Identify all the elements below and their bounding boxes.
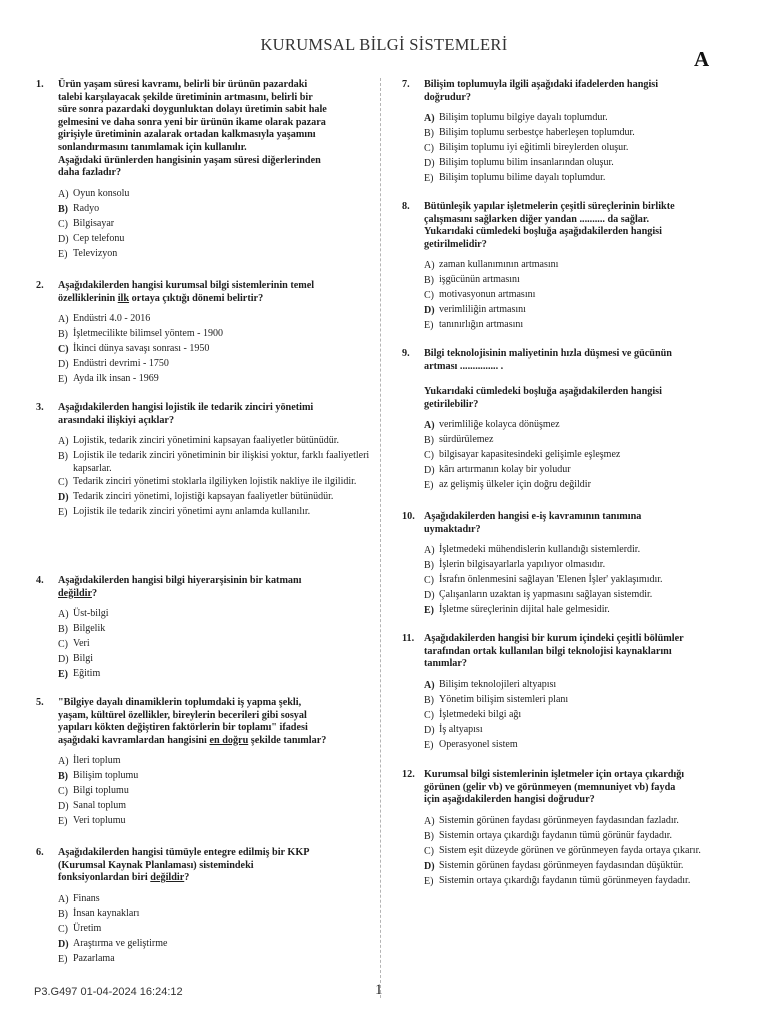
option-text: işgücünün artmasını (439, 274, 520, 286)
question-stem (424, 79, 736, 104)
question-8 (402, 201, 736, 333)
question-stem (424, 769, 736, 807)
option-d[interactable] (58, 232, 372, 247)
stem-line (58, 588, 372, 601)
option-text: Endüstri devrimi - 1750 (73, 358, 169, 370)
option-text: verimliliğin artmasını (439, 304, 526, 316)
exam-title: KURUMSAL BİLGİ SİSTEMLERİ (260, 35, 508, 54)
stem-emphasis: değildir (58, 587, 92, 599)
stem-line: Bilişim toplumuyla ilgili aşağıdaki ifadelerden hangisi (424, 79, 659, 90)
option-text: Sistem eşit düzeyde görünen ve görünmeyen fayda ortaya çıkarır. (439, 844, 701, 856)
option-e[interactable] (58, 372, 372, 387)
option-text: İşletmedeki mühendislerin kullandığı sistemlerdir. (439, 544, 641, 556)
option-letter: B) (424, 830, 434, 842)
option-d[interactable] (58, 799, 372, 814)
stem-line: Aşağıdakilerden hangisi lojistik ile tedarik zinciri yönetimi (58, 402, 314, 413)
option-letter: C) (58, 218, 68, 230)
option-text: Radyo (73, 202, 100, 214)
option-letter: C) (58, 639, 68, 651)
stem-text: ? (184, 872, 190, 884)
option-text: tanınırlığın artmasını (439, 319, 524, 331)
stem-line: Aşağıdakilerden hangisi bir kurum içindeki çeşitli bölümler (424, 633, 684, 644)
stem-text: fonksiyonlardan biri (58, 872, 151, 884)
option-a[interactable] (58, 754, 372, 769)
stem-line: gelmesini ve daha sonra yeni bir ürünün ikame olarak pazara (58, 116, 326, 128)
stem-line: girişiyle üretiminin azalarak ortadan kalkmasıyla yaşamını (58, 129, 316, 141)
stem-text: ? (91, 587, 98, 599)
option-text: Çalışanların uzaktan iş yapmasını sağlayan sistemdir. (439, 589, 653, 601)
option-letter: A) (424, 815, 435, 827)
option-a[interactable] (58, 187, 372, 202)
option-letter: B) (58, 203, 68, 215)
option-text: Televizyon (73, 247, 118, 259)
option-letter: A) (58, 188, 69, 200)
question-stem (58, 697, 372, 747)
option-text: Lojistik ile tedarik zinciri yönetimi aynı anlamda kullanılır. (73, 506, 311, 518)
option-letter: E) (58, 953, 68, 965)
option-e[interactable] (424, 603, 736, 618)
option-text: Bilişim toplumu bilim insanlarından oluşur. (439, 157, 614, 169)
option-c[interactable] (424, 844, 736, 859)
options-list (36, 434, 372, 520)
question-number: 2. (36, 280, 44, 291)
column-divider (380, 78, 381, 998)
option-letter: B) (424, 694, 434, 706)
stem-line: Aşağıdaki ürünlerden hangisinin yaşam süresi diğerlerinden (58, 154, 321, 166)
question-stem (58, 280, 372, 305)
option-e[interactable] (58, 952, 372, 967)
option-letter: E) (424, 739, 434, 751)
right-column (402, 0, 736, 1024)
option-text: verimliliğe kolayca dönüşmez (439, 419, 560, 431)
option-b[interactable] (424, 693, 736, 708)
stem-line: getirilmelidir? (424, 238, 487, 250)
option-letter: C) (58, 923, 68, 935)
stem-line: getirilebilir? (424, 398, 479, 410)
option-letter: D) (58, 801, 69, 813)
option-letter: E) (58, 669, 68, 681)
options-list (36, 892, 372, 967)
options-list (402, 258, 736, 333)
option-a[interactable] (424, 418, 736, 433)
stem-line: yapıları kökten değiştiren faktörlerin bir toplamı" ifadesi (58, 722, 308, 734)
option-letter: C) (58, 477, 68, 489)
options-list (402, 111, 736, 186)
option-e[interactable] (424, 318, 736, 333)
option-b[interactable] (58, 769, 372, 784)
option-letter: A) (424, 420, 435, 432)
option-c[interactable] (58, 342, 372, 357)
question-number: 6. (36, 847, 44, 858)
option-text: Tedarik zinciri yönetimi stoklarla ilgiliyken lojistik nakliye ile ilgilidir. (73, 476, 357, 488)
option-text: Bilişim teknolojileri altyapısı (439, 678, 557, 690)
option-letter: C) (424, 845, 434, 857)
option-text: İleri toplum (73, 755, 121, 767)
stem-line: Bilgi teknolojisinin maliyetinin hızla düşmesi ve gücünün (424, 348, 672, 359)
option-e[interactable] (424, 738, 736, 753)
question-5 (36, 697, 372, 829)
option-text: Bilgi toplumu (73, 785, 129, 797)
option-letter: D) (424, 724, 435, 736)
question-4 (36, 575, 372, 682)
option-text: Operasyonel sistem (439, 738, 518, 750)
option-d[interactable] (424, 156, 736, 171)
option-letter: D) (58, 654, 69, 666)
stem-line: tarafından ortak kullanılan bilgi teknolojisi kaynaklarını (424, 645, 672, 657)
option-letter: B) (58, 908, 68, 920)
option-text: Lojistik ile tedarik zinciri yönetiminin bir ilişkisi yoktur, farklı faaliyetleri kapsarlar. (73, 450, 370, 474)
stem-line: görünen (gelir vb) ve görünmeyen (memnuniyet vb) fayda (424, 781, 676, 793)
question-2 (36, 280, 372, 387)
option-e[interactable] (58, 505, 372, 520)
question-stem (58, 847, 372, 885)
booklet-letter: A (694, 47, 710, 71)
option-text: bilgisayar kapasitesindeki gelişimle eşleşmez (439, 449, 621, 461)
option-c[interactable] (424, 288, 736, 303)
option-d[interactable] (424, 303, 736, 318)
option-letter: B) (58, 329, 68, 341)
question-stem (58, 575, 372, 600)
stem-emphasis: ilk (117, 292, 130, 304)
option-e[interactable] (58, 667, 372, 682)
option-text: Sistemin ortaya çıkardığı faydanın tümü görünmeyen faydadır. (439, 874, 691, 886)
option-letter: A) (58, 314, 69, 326)
stem-line: daha fazladır? (58, 167, 122, 179)
stem-line: çalışmasını sağlarken diğer yandan .......... da sağlar. (424, 213, 650, 225)
option-e[interactable] (424, 478, 736, 493)
option-a[interactable] (424, 814, 736, 829)
option-text: motivasyonun artmasını (439, 289, 536, 301)
option-letter: B) (424, 435, 434, 447)
option-letter: E) (58, 816, 68, 828)
question-11 (402, 633, 736, 753)
option-b[interactable] (58, 907, 372, 922)
option-text: Bilişim toplumu iyi eğitimli bireylerden oluşur. (439, 142, 629, 154)
option-text: Üretim (73, 922, 102, 934)
stem-line (58, 293, 372, 306)
stem-line: sonlandırmasını tanımlamak için kullanılır. (58, 141, 247, 153)
left-column (36, 0, 372, 1024)
question-stem (424, 633, 736, 671)
stem-line: talebi karşılayacak şekilde üretiminin artmasını, belirli bir (58, 91, 313, 103)
option-b[interactable] (424, 433, 736, 448)
option-b[interactable] (424, 126, 736, 141)
question-12 (402, 769, 736, 889)
options-list (402, 678, 736, 753)
question-number: 9. (402, 348, 410, 359)
option-text: Üst-bilgi (73, 608, 109, 620)
option-c[interactable] (58, 637, 372, 652)
stem-line: Yukarıdaki cümledeki boşluğa aşağıdakilerden hangisi (424, 226, 662, 238)
question-number: 7. (402, 79, 410, 90)
option-text: Sistemin görünen faydası görünmeyen faydasından düşüktür. (439, 859, 684, 871)
option-c[interactable] (58, 217, 372, 232)
option-a[interactable] (58, 607, 372, 622)
stem-text: özelliklerinin (58, 292, 118, 304)
option-text: Cep telefonu (73, 232, 125, 244)
question-stem (424, 511, 736, 536)
option-text: sürdürülemez (439, 434, 494, 446)
options-list (402, 418, 736, 493)
stem-line (58, 735, 372, 748)
question-1 (36, 79, 372, 262)
option-letter: A) (58, 609, 69, 621)
options-list (36, 607, 372, 682)
option-text: İşlerin bilgisayarlarla yapılıyor olmasıdır. (439, 559, 606, 571)
option-e[interactable] (58, 247, 372, 262)
option-b[interactable] (58, 622, 372, 637)
option-text: Bilişim toplumu serbestçe haberleşen toplumdur. (439, 127, 635, 139)
stem-line: Bütünleşik yapılar işletmelerin çeşitli süreçlerinin birlikte (424, 201, 675, 212)
option-letter: E) (58, 507, 68, 519)
stem-line: süre sonra pazardaki doygunluktan dolayı üretimin sabit hale (58, 104, 327, 116)
question-stem (424, 201, 736, 251)
stem-emphasis: en doğru (209, 734, 249, 746)
option-letter: C) (58, 786, 68, 798)
stem-line: arasındaki ilişkiyi açıklar? (58, 414, 175, 426)
option-text: az gelişmiş ülkeler için doğru değildir (439, 479, 591, 491)
page-number: 1 (375, 982, 383, 998)
option-a[interactable] (424, 258, 736, 273)
question-10 (402, 511, 736, 618)
stem-emphasis: değildir (150, 872, 185, 884)
option-letter: A) (424, 260, 435, 272)
question-9 (402, 348, 736, 493)
option-letter: B) (424, 275, 434, 287)
stem-line: "Bilgiye dayalı dinamiklerin toplumdaki iş yapma şekli, (58, 697, 302, 708)
option-text: Sistemin ortaya çıkardığı faydanın tümü görünür faydadır. (439, 829, 672, 841)
option-d[interactable] (58, 652, 372, 667)
option-letter: D) (424, 158, 435, 170)
option-letter: B) (58, 624, 68, 636)
option-letter: D) (58, 233, 69, 245)
option-d[interactable] (424, 588, 736, 603)
option-letter: A) (58, 436, 69, 448)
option-letter: D) (58, 492, 69, 504)
option-a[interactable] (424, 543, 736, 558)
option-letter: A) (58, 893, 69, 905)
option-b[interactable] (424, 558, 736, 573)
option-c[interactable] (424, 708, 736, 723)
stem-line: artması ............... . (424, 360, 504, 372)
option-text: Veri toplumu (73, 815, 126, 827)
stem-line: tanımlar? (424, 658, 468, 670)
footer-print-code: P3.G497 01-04-2024 16:24:12 (34, 986, 183, 998)
option-letter: A) (424, 679, 435, 691)
question-stem (58, 79, 372, 180)
option-b[interactable] (58, 327, 372, 342)
option-e[interactable] (424, 874, 736, 889)
option-b[interactable] (58, 449, 372, 475)
stem-line: Aşağıdakilerden hangisi bilgi hiyerarşisinin bir katmanı (58, 575, 302, 586)
option-a[interactable] (58, 892, 372, 907)
option-text: Finans (73, 892, 100, 904)
question-3 (36, 402, 372, 520)
option-text: İş altyapısı (439, 723, 483, 735)
question-number: 11. (402, 633, 415, 644)
option-c[interactable] (58, 784, 372, 799)
option-letter: E) (424, 875, 434, 887)
option-d[interactable] (424, 723, 736, 738)
option-a[interactable] (58, 434, 372, 449)
question-6 (36, 847, 372, 967)
option-d[interactable] (58, 490, 372, 505)
stem-text: aşağıdaki kavramlardan hangisini (58, 734, 210, 746)
option-text: Eğitim (73, 668, 101, 680)
option-c[interactable] (58, 475, 372, 490)
option-text: Bilgisayar (73, 217, 115, 229)
option-letter: B) (424, 128, 434, 140)
option-text: zaman kullanımının artmasını (439, 259, 559, 271)
option-text: Lojistik, tedarik zinciri yönetimini kapsayan faaliyetler bütünüdür. (73, 435, 340, 447)
stem-line: Aşağıdakilerden hangisi kurumsal bilgi sistemlerinin temel (58, 280, 315, 291)
option-text: İsrafın önlenmesini sağlayan 'Elenen İşler' yaklaşımıdır. (439, 574, 663, 586)
option-letter: D) (424, 860, 435, 872)
option-e[interactable] (58, 814, 372, 829)
option-b[interactable] (58, 202, 372, 217)
option-d[interactable] (58, 357, 372, 372)
option-text: İnsan kaynakları (73, 907, 140, 919)
option-c[interactable] (58, 922, 372, 937)
stem-line: Ürün yaşam süresi kavramı, belirli bir ürünün pazardaki (58, 79, 308, 90)
option-text: Bilişim toplumu bilime dayalı toplumdur. (439, 172, 606, 184)
stem-text: şekilde tanımlar? (248, 734, 327, 746)
option-letter: E) (424, 173, 434, 185)
option-text: Oyun konsolu (73, 187, 130, 199)
option-letter: C) (424, 709, 434, 721)
option-letter: B) (58, 451, 68, 463)
option-e[interactable] (424, 171, 736, 186)
option-c[interactable] (424, 141, 736, 156)
question-number: 1. (36, 79, 44, 90)
option-text: Bilgi (73, 653, 94, 665)
option-letter: D) (58, 938, 69, 950)
stem-text: ortaya çıktığı dönemi belirtir? (129, 292, 264, 304)
option-letter: D) (58, 359, 69, 371)
option-text: kârı artırmanın kolay bir yoludur (439, 464, 571, 476)
stem-line: Kurumsal bilgi sistemlerinin işletmeler için ortaya çıkardığı (424, 769, 685, 780)
options-list (36, 312, 372, 387)
stem-line: Yukarıdaki cümledeki boşluğa aşağıdakilerden hangisi (424, 386, 662, 398)
question-number: 4. (36, 575, 44, 586)
option-text: Bilgelik (73, 623, 106, 635)
option-letter: B) (58, 771, 68, 783)
option-text: İşletmedeki bilgi ağı (439, 708, 522, 720)
stem-line: Aşağıdakilerden hangisi e-iş kavramının tanımına (424, 511, 642, 522)
option-letter: E) (424, 605, 434, 617)
option-b[interactable] (424, 273, 736, 288)
question-7 (402, 79, 736, 186)
option-letter: A) (58, 756, 69, 768)
option-letter: D) (424, 305, 435, 317)
option-text: Tedarik zinciri yönetimi, lojistiği kapsayan faaliyetler bütünüdür. (73, 491, 334, 503)
option-text: Sistemin görünen faydası görünmeyen faydasından fazladır. (439, 814, 679, 826)
options-list (402, 543, 736, 618)
stem-line: için aşağıdakilerden hangisi doğrudur? (424, 794, 595, 806)
option-text: Endüstri 4.0 - 2016 (73, 313, 151, 325)
option-letter: E) (58, 374, 68, 386)
option-text: İkinci dünya savaşı sonrası - 1950 (73, 343, 210, 355)
option-letter: A) (424, 545, 435, 557)
option-text: Sanal toplum (73, 800, 127, 812)
question-stem (58, 402, 372, 427)
stem-line: yaşam, kültürel özellikler, bireylerin becerileri gibi sosyal (58, 709, 307, 721)
option-letter: D) (424, 465, 435, 477)
option-letter: C) (424, 450, 434, 462)
option-letter: B) (424, 560, 434, 572)
option-text: İşletme süreçlerinin dijital hale gelmesidir. (439, 604, 610, 616)
option-text: Bilişim toplumu bilgiye dayalı toplumdur. (439, 112, 608, 124)
option-text: Pazarlama (73, 952, 115, 964)
option-text: Veri (73, 638, 90, 650)
options-list (36, 754, 372, 829)
option-b[interactable] (424, 829, 736, 844)
options-list (36, 187, 372, 262)
question-number: 5. (36, 697, 44, 708)
option-letter: E) (424, 480, 434, 492)
option-letter: C) (424, 575, 434, 587)
option-a[interactable] (424, 678, 736, 693)
question-number: 8. (402, 201, 410, 212)
question-number: 3. (36, 402, 44, 413)
options-list (402, 814, 736, 889)
stem-line: uymaktadır? (424, 523, 481, 535)
option-text: Araştırma ve geliştirme (73, 937, 168, 949)
option-a[interactable] (424, 111, 736, 126)
option-letter: A) (424, 113, 435, 125)
question-number: 12. (402, 769, 415, 780)
option-a[interactable] (58, 312, 372, 327)
option-text: Ayda ilk insan - 1969 (73, 373, 159, 385)
option-d[interactable] (424, 859, 736, 874)
option-text: İşletmecilikte bilimsel yöntem - 1900 (73, 328, 223, 340)
option-letter: C) (424, 143, 434, 155)
option-d[interactable] (424, 463, 736, 478)
stem-line: doğrudur? (424, 91, 471, 103)
stem-line: (Kurumsal Kaynak Planlaması) sistemindeki (58, 859, 254, 871)
option-c[interactable] (424, 573, 736, 588)
stem-line (58, 872, 372, 885)
option-d[interactable] (58, 937, 372, 952)
question-number: 10. (402, 511, 415, 522)
option-letter: C) (58, 344, 69, 356)
option-c[interactable] (424, 448, 736, 463)
question-stem (424, 348, 736, 411)
option-text: Bilişim toplumu (73, 770, 139, 782)
option-text: Yönetim bilişim sistemleri planı (439, 693, 569, 705)
stem-line: Aşağıdakilerden hangisi tümüyle entegre edilmiş bir KKP (58, 847, 310, 858)
option-letter: D) (424, 590, 435, 602)
option-letter: C) (424, 290, 434, 302)
option-letter: E) (58, 248, 68, 260)
option-letter: E) (424, 320, 434, 332)
